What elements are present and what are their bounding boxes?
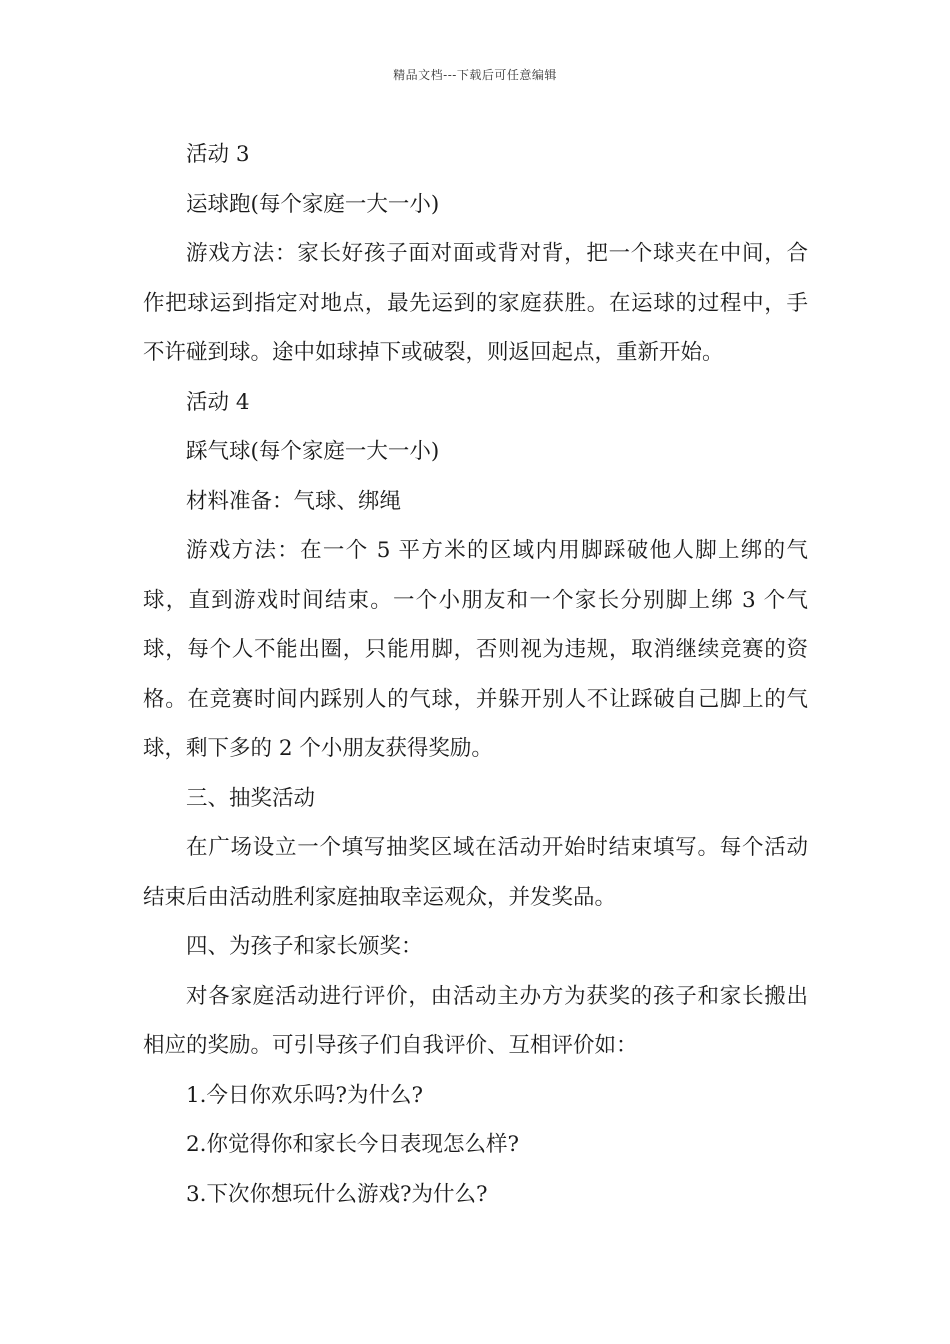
section-4-body: 对各家庭活动进行评价，由活动主办方为获奖的孩子和家长搬出相应的奖励。可引导孩子们自我评价、互相评价如： <box>143 983 808 1058</box>
activity-3-title: 运球跑(每个家庭一大一小) <box>186 191 440 217</box>
activity-4-materials: 材料准备：气球、绑绳 <box>186 488 402 514</box>
question-1: 1.今日你欢乐吗?为什么? <box>186 1082 424 1108</box>
activity-3-heading: 活动 3 <box>186 142 250 167</box>
page-header: 精品文档---下载后可任意编辑 <box>393 68 557 82</box>
activity-3-method: 游戏方法：家长好孩子面对面或背对背，把一个球夹在中间，合作把球运到指定对地点，最先运到的家庭获胜。在运球的过程中，手不许碰到球。途中如球掉下或破裂，则返回起点，重新开始。 <box>143 241 808 365</box>
section-3-body: 在广场设立一个填写抽奖区域在活动开始时结束填写。每个活动结束后由活动胜利家庭抽取幸运观众，并发奖品。 <box>143 835 808 910</box>
section-3-heading: 三、抽奖活动 <box>186 785 316 811</box>
question-3: 3.下次你想玩什么游戏?为什么? <box>186 1181 488 1207</box>
activity-4-title: 踩气球(每个家庭一大一小) <box>186 439 440 464</box>
document-body <box>143 130 808 1219</box>
activity-4-method: 游戏方法：在一个 5 平方米的区域内用脚踩破他人脚上绑的气球，直到游戏时间结束。一个小朋友和一个家长分别脚上绑 3 个气球，每个人不能出圈，只能用脚，否则视为违规，取消继续竞赛的资格。在竞赛时间内踩别人的气球，并躲开别人不让踩破自己脚上的气球，剩下多的 2 个小朋友获得奖励。 <box>143 538 808 761</box>
activity-4-heading: 活动 4 <box>186 389 250 415</box>
question-2: 2.你觉得你和家长今日表现怎么样? <box>186 1132 520 1157</box>
section-4-heading: 四、为孩子和家长颁奖： <box>186 934 423 959</box>
